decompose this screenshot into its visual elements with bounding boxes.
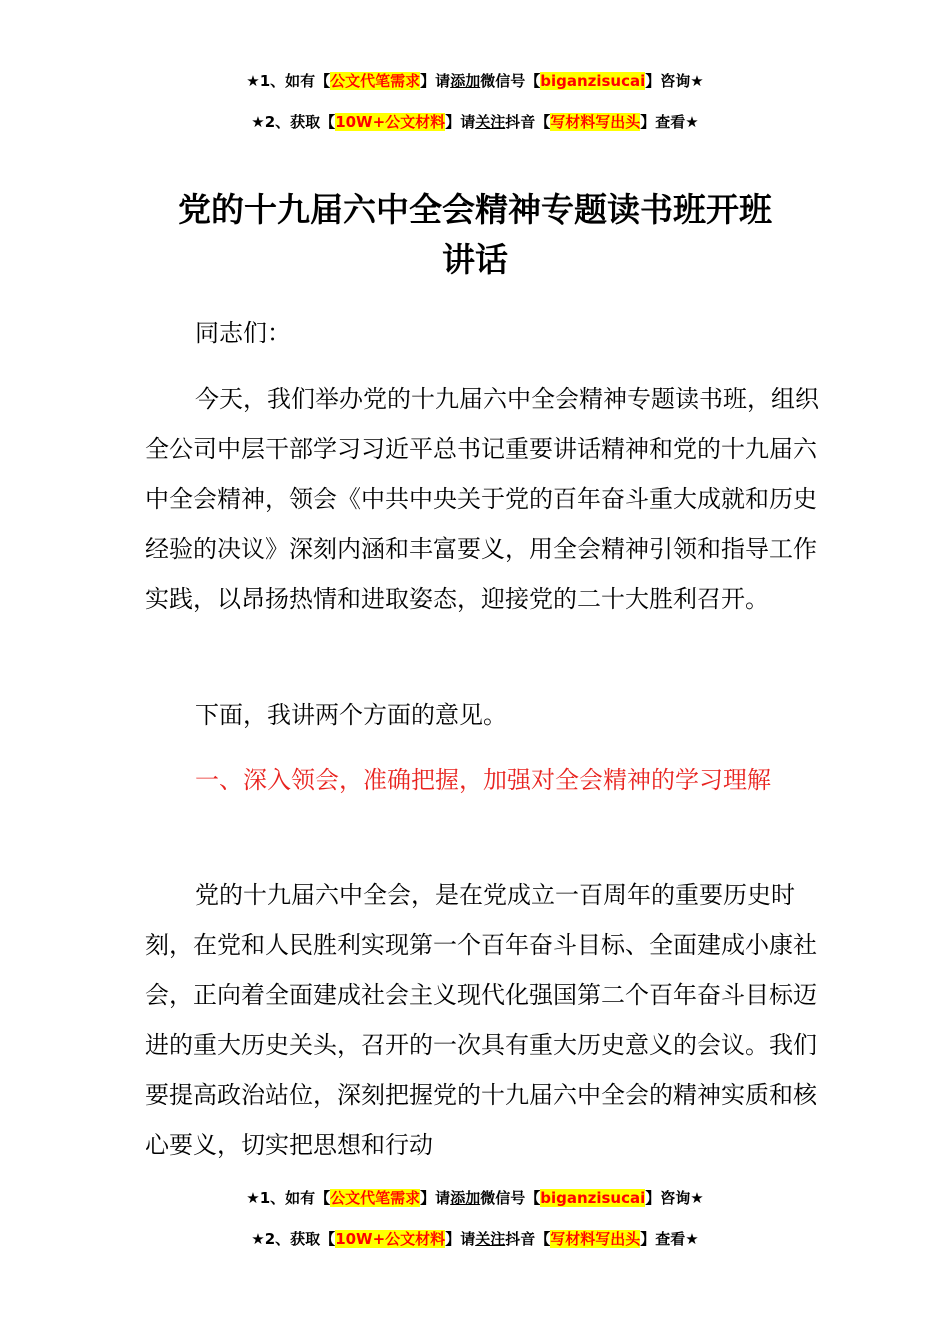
document-title bbox=[110, 185, 840, 285]
wechat-id-highlight: biganzisucai bbox=[540, 72, 646, 90]
title-line-1: 党的十九届六中全会精神专题读书班开班 bbox=[178, 190, 772, 229]
service-highlight: 公文代笔需求 bbox=[330, 1189, 421, 1207]
materials-highlight: 10W+公文材料 bbox=[335, 113, 446, 131]
salutation: 同志们： bbox=[195, 319, 291, 347]
top-banner-line-2: ★2、获取【10W+公文材料】请关注抖音【写材料写出头】查看★ bbox=[251, 113, 699, 131]
wechat-id-highlight: biganzisucai bbox=[540, 1189, 646, 1207]
title-line-2: 讲话 bbox=[442, 240, 508, 279]
bottom-banner-line-2: ★2、获取【10W+公文材料】请关注抖音【写材料写出头】查看★ bbox=[251, 1230, 699, 1248]
top-banner-line-1: ★1、如有【公文代笔需求】请添加微信号【biganzisucai】咨询★ bbox=[246, 72, 704, 90]
paragraph-outline: 下面，我讲两个方面的意见。 bbox=[195, 701, 507, 729]
paragraph-section-1: 党的十九届六中全会，是在党成立一百周年的重要历史时刻，在党和人民胜利实现第一个百年奋斗目标、全面建成小康社会，正向着全面建成社会主义现代化强国第二个百年奋斗目标迈进的重大历史关头，召开的一次具有重大历史意义的会议。我们要提高政治站位，深刻把握党的十九届六中全会的精神实质和核心要义，切实把思想和行动 bbox=[145, 881, 817, 1159]
douyin-highlight: 写材料写出头 bbox=[550, 113, 641, 131]
bottom-banner-line-1: ★1、如有【公文代笔需求】请添加微信号【biganzisucai】咨询★ bbox=[246, 1189, 704, 1207]
materials-highlight: 10W+公文材料 bbox=[335, 1230, 446, 1248]
douyin-highlight: 写材料写出头 bbox=[550, 1230, 641, 1248]
paragraph-intro: 今天，我们举办党的十九届六中全会精神专题读书班，组织全公司中层干部学习习近平总书记重要讲话精神和党的十九届六中全会精神，领会《中共中央关于党的百年奋斗重大成就和历史经验的决议》深刻内涵和丰富要义，用全会精神引领和指导工作实践，以昂扬热情和进取姿态，迎接党的二十大胜利召开。 bbox=[145, 385, 819, 613]
service-highlight: 公文代笔需求 bbox=[330, 72, 421, 90]
section-heading-1: 一、深入领会，准确把握，加强对全会精神的学习理解 bbox=[195, 766, 771, 794]
